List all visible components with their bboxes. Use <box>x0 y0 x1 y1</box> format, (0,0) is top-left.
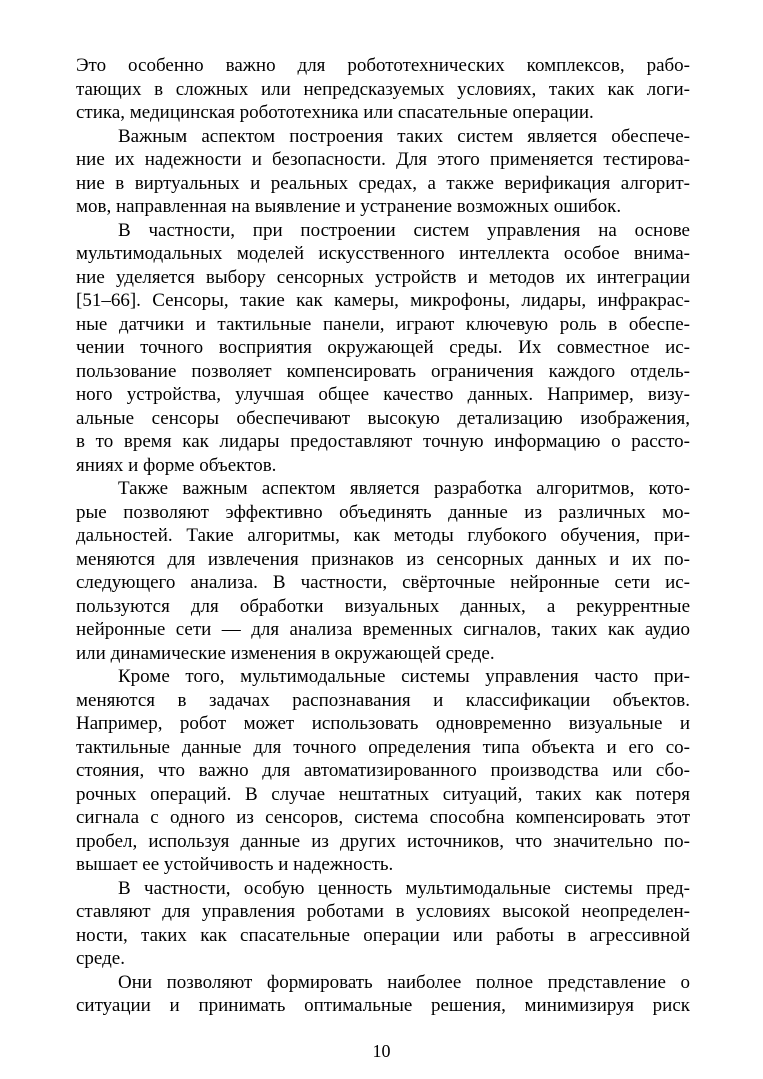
paragraph <box>76 125 690 219</box>
text-line: пользование позволяет компенсировать ограничения каждого отдель- <box>76 360 690 382</box>
text-line: сигнала с одного из сенсоров, система способна компенсировать этот <box>76 807 690 828</box>
text-line: В частности, при построении систем управления на основе <box>118 219 690 241</box>
text-line: ние уделяется выбору сенсорных устройств и методов их интеграции <box>76 266 690 288</box>
text-line: ние их надежности и безопасности. Для этого применяется тестирова- <box>76 149 690 170</box>
text-line: Это особенно важно для робототехнических комплексов, рабо- <box>76 55 690 76</box>
text-line: ные датчики и тактильные панели, играют ключевую роль в обеспе- <box>76 313 690 335</box>
text-line: стояния, что важно для автоматизированного производства или сбо- <box>76 760 690 781</box>
paragraph <box>76 971 690 1018</box>
text-line: мультимодальных моделей искусственного интеллекта особое внима- <box>76 243 690 264</box>
text-line: альные сенсоры обеспечивают высокую детализацию изображения, <box>76 407 690 429</box>
text-line: яниях и форме объектов. <box>76 454 277 476</box>
text-line: или динамические изменения в окружающей среде. <box>76 642 495 664</box>
text-line: ставляют для управления роботами в условиях высокой неопределен- <box>76 901 690 922</box>
text-line: В частности, особую ценность мультимодальные системы пред- <box>118 877 690 899</box>
text-line: нейронные сети — для анализа временных сигналов, таких как аудио <box>76 619 690 640</box>
paragraph <box>76 219 690 478</box>
text-line: пользуются для обработки визуальных данных, а рекуррентные <box>76 595 690 617</box>
text-line: среде. <box>76 948 125 969</box>
text-line: чении точного восприятия окружающей среды. Их совместное ис- <box>76 337 690 358</box>
body-text <box>76 54 690 1018</box>
text-line: ние в виртуальных и реальных средах, а также верификация алгорит- <box>76 172 690 194</box>
text-line: тающих в сложных или непредсказуемых условиях, таких как логи- <box>76 78 690 100</box>
text-line: пробел, используя данные из других источников, что значительно по- <box>76 830 690 852</box>
paragraph <box>76 477 690 665</box>
text-line: в то время как лидары предоставляют точную информацию о рассто- <box>76 431 690 452</box>
text-line: тактильные данные для точного определения типа объекта и его со- <box>76 736 690 758</box>
text-line: стика, медицинская робототехника или спасательные операции. <box>76 102 594 123</box>
text-line: рочных операций. В случае нештатных ситуаций, таких как потеря <box>76 783 690 805</box>
text-line: ного устройства, улучшая общее качество данных. Например, визу- <box>76 384 690 405</box>
text-line: следующего анализа. В частности, свёрточные нейронные сети ис- <box>76 572 690 593</box>
text-line: меняются в задачах распознавания и классификации объектов. <box>76 689 690 711</box>
text-line: рые позволяют эффективно объединять данные из различных мо- <box>76 501 690 523</box>
text-line: Важным аспектом построения таких систем является обеспече- <box>118 125 690 147</box>
text-line: мов, направленная на выявление и устранение возможных ошибок. <box>76 196 622 217</box>
paragraph <box>76 54 690 125</box>
text-line: ситуации и принимать оптимальные решения, минимизируя риск <box>76 995 690 1016</box>
text-line: Кроме того, мультимодальные системы управления часто при- <box>118 666 690 687</box>
text-line: вышает ее устойчивость и надежность. <box>76 854 394 875</box>
paragraph <box>76 877 690 971</box>
text-line: ности, таких как спасательные операции или работы в агрессивной <box>76 924 690 946</box>
text-line: меняются для извлечения признаков из сенсорных данных и их по- <box>76 548 690 570</box>
text-line: Также важным аспектом является разработка алгоритмов, кото- <box>118 478 690 499</box>
text-line: дальностей. Такие алгоритмы, как методы глубокого обучения, при- <box>76 525 690 546</box>
page-number: 10 <box>372 1041 391 1061</box>
paragraph <box>76 665 690 877</box>
text-line: [51–66]. Сенсоры, такие как камеры, микрофоны, лидары, инфракрас- <box>76 290 690 311</box>
text-line: Они позволяют формировать наиболее полное представление о <box>118 971 690 993</box>
text-line: Например, робот может использовать одновременно визуальные и <box>76 713 690 734</box>
